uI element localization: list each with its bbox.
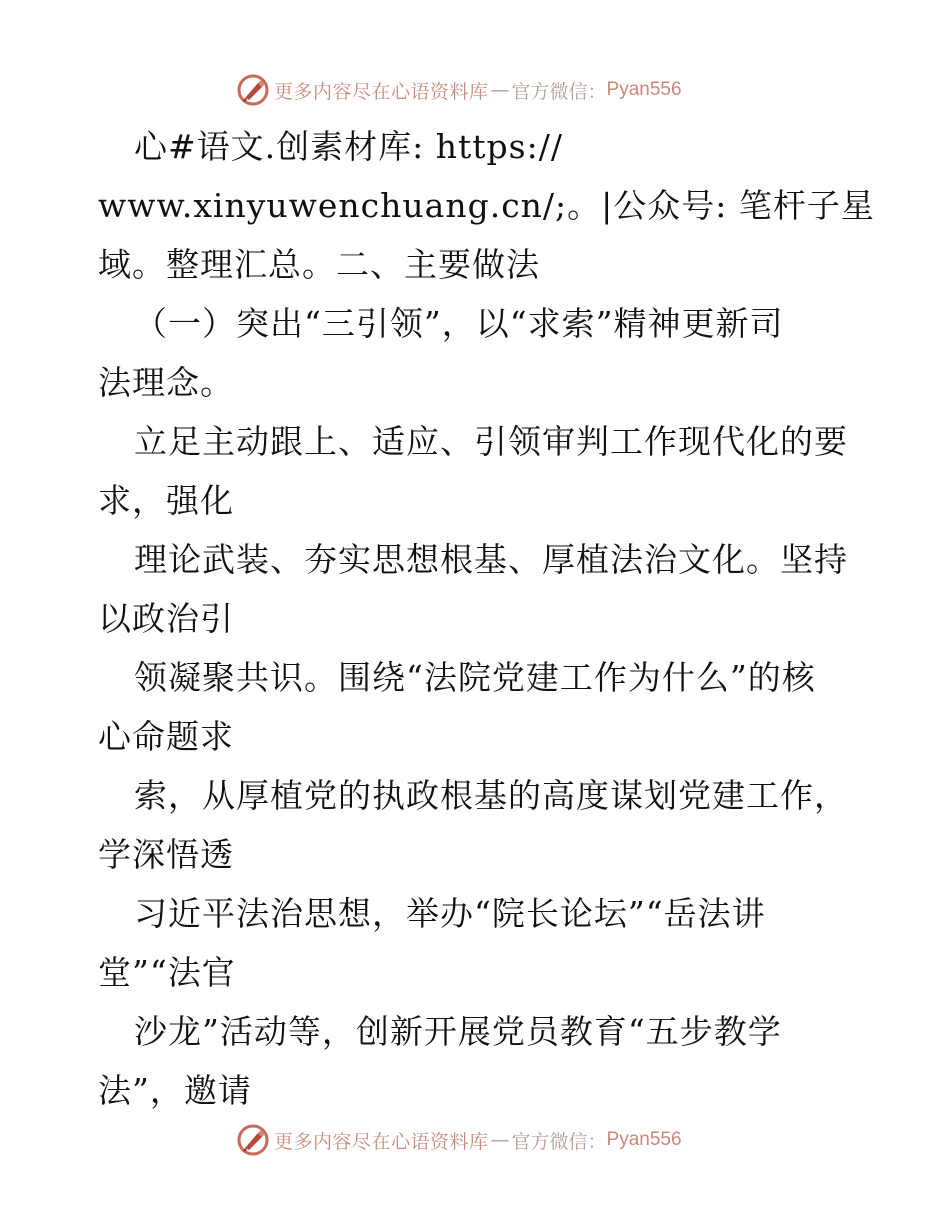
text-line: 沙龙”活动等，创新开展党员教育“五步教学 [134,1012,782,1051]
header-watermark-banner [236,72,682,108]
text-line: 理论武装、夯实思想根基、厚植法治文化。坚持 [134,540,848,579]
banner-wechat-label: 官方微信： [511,80,607,103]
banner-separator: — [490,79,510,101]
banner-wechat-id: Pyan556 [606,1129,682,1150]
text-line: 求，强化 [98,481,234,520]
pen-logo-icon [236,73,270,107]
banner-text: 更多内容尽在心语资料库 [274,80,489,103]
text-line: 索，从厚植党的执政根基的高度谋划党建工作， [134,776,848,815]
text-line: 法”，邀请 [98,1071,252,1110]
text-line: 心#语文.创素材库: https:// [134,127,563,166]
banner-separator: — [490,1129,510,1151]
text-line: 学深悟透 [98,835,234,874]
text-line: 以政治引 [98,599,234,638]
text-line: 习近平法治思想，举办“院长论坛”“岳法讲 [134,894,766,933]
text-line: 法理念。 [98,363,234,402]
banner-wechat-label: 官方微信： [511,1130,607,1153]
footer-watermark-banner [236,1122,682,1158]
banner-text: 更多内容尽在心语资料库 [274,1130,489,1153]
text-line: 心命题求 [98,717,234,756]
text-line: 域。整理汇总。二、主要做法 [98,245,540,284]
banner-wechat-id: Pyan556 [606,79,682,100]
text-line: 堂”“法官 [98,953,236,992]
text-line: 领凝聚共识。围绕“法院党建工作为什么”的核 [134,658,816,697]
text-line: 立足主动跟上、适应、引领审判工作现代化的要 [134,422,848,461]
text-line: （一）突出“三引领”，以“求索”精神更新司 [134,304,784,343]
pen-logo-icon [236,1123,270,1157]
text-line: www.xinyuwenchuang.cn/;。|公众号: 笔杆子星 [98,186,875,225]
